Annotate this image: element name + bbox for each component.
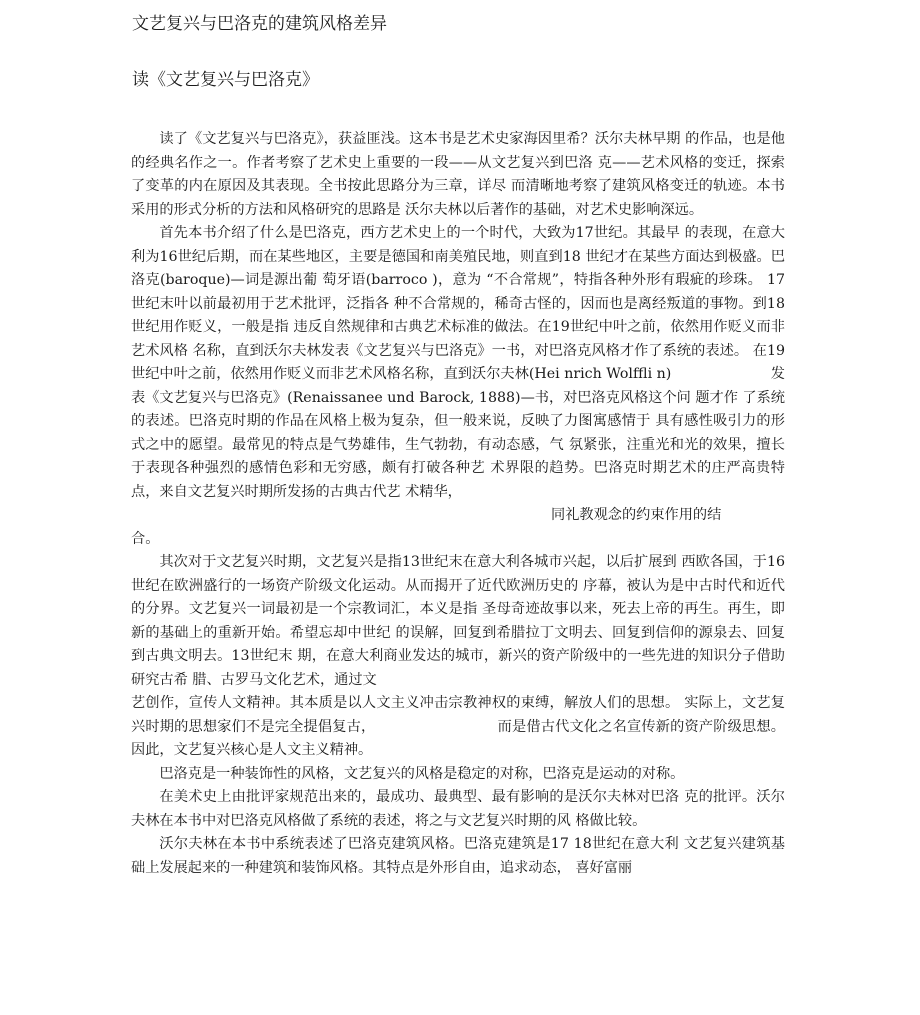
paragraph-baroque-orphan-line: 同礼教观念的约束作用的结 xyxy=(551,507,722,523)
paragraph-baroque-definition: 首先本书介绍了什么是巴洛克，西方艺术史上的一个时代，大致为17世纪。其最早 的表现，在意大利为16世纪后期，而在某些地区，主要是德国和南美殖民地，则直到18 世纪才在某些方面达到极盛。巴洛克(baroque)—词是源出葡 萄牙语(barroco )，意为 “不合常规”，特指各种外形有瑕疵的珍珠。 17世纪末叶以前最初用于艺术批评，泛指各 种不合常规的，稀奇古怪的，因而也是离经叛道的事物。到18世纪用作贬义，一般是指 违反自然规律和古典艺术标准的做法。在19世纪中叶之前，依然用作贬义而非艺术风格 名称，直到沃尔夫林发表《文艺复兴与巴洛克》一书，对巴洛克风格才作了系统的表述。 在19世纪中叶之前，依然用作贬义而非艺术风格名称，直到沃尔夫林(Hei nrich Wolffli n) 发表《文艺复兴与巴洛克》(Renaissanee und Barock, 1888)—书，对巴洛克风格这个问 题才作 了系统的表述。巴洛克时期的作品在风格上极为复杂，但一般来说，反映了力图寓感情于 具有感性吸引力的形式之中的愿望。最常见的特点是气势雄伟，生气勃勃，有动态感，气 氛紧张，注重光和光的效果，擅长于表现各种强烈的感情色彩和无穷感，颇有打破各种艺 术界限的趋势。巴洛克时期艺术的庄严高贵特点，来自文艺复兴时期所发扬的古典古代艺 术精华， xyxy=(131,225,785,500)
document-body xyxy=(131,128,785,880)
paragraph-renaissance-continued: 艺创作，宣传人文精神。其本质是以人文主义冲击宗教神权的束缚，解放人们的思想。 实际上，文艺复兴时期的思想家们不是完全提倡复古， 而是借古代文化之名宣传新的资产阶级思想。因此，文艺复兴核心是人文主义精神。 xyxy=(131,695,785,758)
paragraph-renaissance: 其次对于文艺复兴时期，文艺复兴是指13世纪末在意大利各城市兴起，以后扩展到 西欧各国，于16世纪在欧洲盛行的一场资产阶级文化运动。从而揭开了近代欧洲历史的 序幕，被认为是中古时代和近代的分界。文艺复兴一词最初是一个宗教词汇，本义是指 圣母奇迹故事以来，死去上帝的再生。再生，即新的基础上的重新开始。希望忘却中世纪 的误解，回复到希腊拉丁文明去、回复到信仰的源泉去、回复到古典文明去。13世纪末 期，在意大利商业发达的城市，新兴的资产阶级中的一些先进的知识分子借助研究古希 腊、古罗马文化艺术，通过文 xyxy=(131,554,785,688)
document-title: 文艺复兴与巴洛克的建筑风格差异 xyxy=(132,14,387,34)
paragraph-baroque-end: 合。 xyxy=(131,530,160,547)
paragraph-decorative-style: 巴洛克是一种装饰性的风格，文艺复兴的风格是稳定的对称，巴洛克是运动的对称。 xyxy=(159,765,685,782)
paragraph-critique: 在美术史上由批评家规范出来的，最成功、最典型、最有影响的是沃尔夫林对巴洛 克的批评。沃尔夫林在本书中对巴洛克风格做了系统的表述，将之与文艺复兴时期的风 格做比较。 xyxy=(131,789,785,829)
paragraph-intro: 读了《文艺复兴与巴洛克》，获益匪浅。这本书是艺术史家海因里希？沃尔夫林早期 的作品，也是他的经典名作之一。作者考察了艺术史上重要的一段——从文艺复兴到巴洛 克——艺术风格的变迁，探索了变革的内在原因及其表现。全书按此思路分为三章，详尽 而清晰地考察了建筑风格变迁的轨迹。本书采用的形式分析的方法和风格研究的思路是 沃尔夫林以后著作的基础，对艺术史影响深远。 xyxy=(131,131,785,218)
paragraph-architecture: 沃尔夫林在本书中系统表述了巴洛克建筑风格。巴洛克建筑是17 18世纪在意大利 文艺复兴建筑基础上发展起来的一种建筑和装饰风格。其特点是外形自由，追求动态， 喜好富丽 xyxy=(131,836,785,876)
document-subtitle: 读《文艺复兴与巴洛克》 xyxy=(132,70,319,90)
